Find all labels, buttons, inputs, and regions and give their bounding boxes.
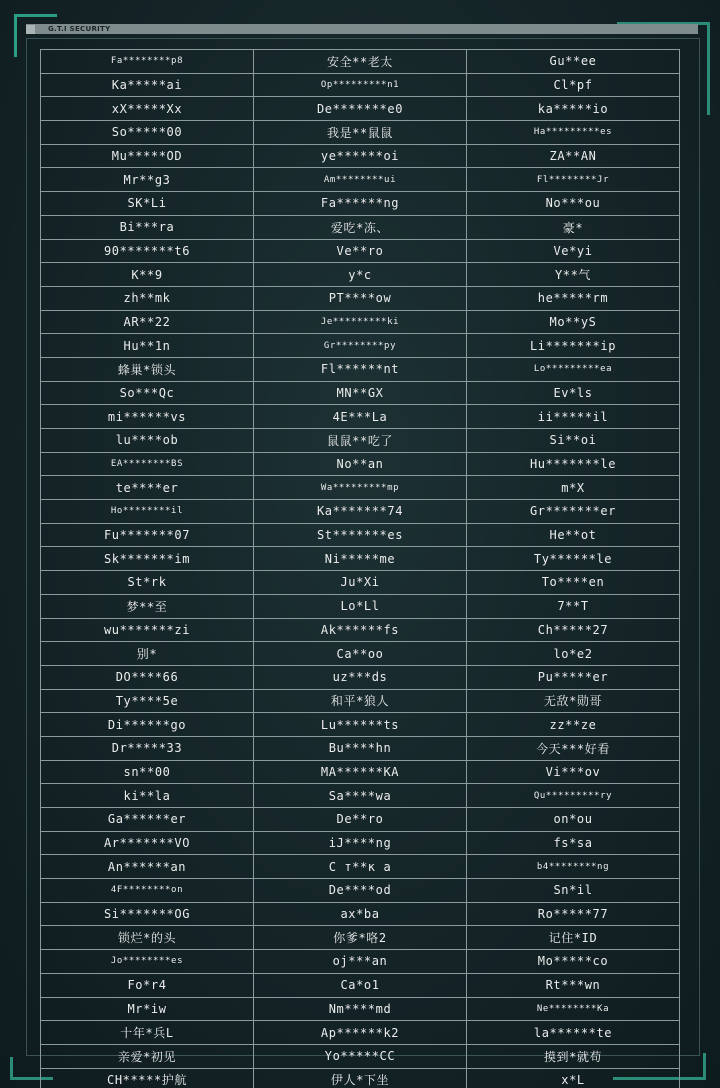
table-cell: Mr*iw <box>41 997 254 1021</box>
table-cell: Ev*ls <box>467 381 680 405</box>
table-row <box>41 571 680 595</box>
table-cell: ax*ba <box>254 902 467 926</box>
table-row <box>41 121 680 145</box>
player-name-table <box>40 49 680 1088</box>
table-cell: He**ot <box>467 523 680 547</box>
table-cell: Si*******OG <box>41 902 254 926</box>
table-cell: Sa****wa <box>254 784 467 808</box>
table-cell: Mu*****OD <box>41 144 254 168</box>
table-cell: Ar*******VO <box>41 831 254 855</box>
table-cell: uz***ds <box>254 665 467 689</box>
table-cell: 我是**鼠鼠 <box>254 121 467 145</box>
table-cell: 7**T <box>467 594 680 618</box>
table-row <box>41 784 680 808</box>
table-row <box>41 429 680 453</box>
table-cell: Ga******er <box>41 808 254 832</box>
table-cell: Fa******ng <box>254 192 467 216</box>
table-cell: С т**к а <box>254 855 467 879</box>
table-cell: Qu*********ry <box>467 784 680 808</box>
table-cell: Ni*****me <box>254 547 467 571</box>
table-cell: Nm****md <box>254 997 467 1021</box>
table-row <box>41 500 680 524</box>
table-cell: An******an <box>41 855 254 879</box>
table-cell: Si**oi <box>467 429 680 453</box>
table-row <box>41 263 680 287</box>
table-cell: lu****ob <box>41 429 254 453</box>
table-cell: ZA**AN <box>467 144 680 168</box>
table-cell: Rt***wn <box>467 973 680 997</box>
table-row <box>41 879 680 903</box>
table-cell: Di******go <box>41 713 254 737</box>
table-cell: DO****66 <box>41 665 254 689</box>
table-cell: Lo*Ll <box>254 594 467 618</box>
table-row <box>41 997 680 1021</box>
table-cell: wu*******zi <box>41 618 254 642</box>
table-cell: Bi***ra <box>41 215 254 239</box>
table-cell: MN**GX <box>254 381 467 405</box>
table-cell: Li*******ip <box>467 334 680 358</box>
table-cell: he*****rm <box>467 286 680 310</box>
header-title: G.T.I SECURITY <box>48 25 111 33</box>
table-cell: EA********BS <box>41 452 254 476</box>
table-cell: Ca*o1 <box>254 973 467 997</box>
table-cell: 摸到*就苟 <box>467 1044 680 1068</box>
table-cell: ka*****io <box>467 97 680 121</box>
table-cell: Y**气 <box>467 263 680 287</box>
table-row <box>41 168 680 192</box>
table-cell: CH*****护航 <box>41 1068 254 1088</box>
table-cell: 4E***La <box>254 405 467 429</box>
table-cell: Ka*****ai <box>41 73 254 97</box>
table-cell: Ne********Ka <box>467 997 680 1021</box>
table-cell: Ve*yi <box>467 239 680 263</box>
table-cell: 亲爱*初见 <box>41 1044 254 1068</box>
table-cell: Cl*pf <box>467 73 680 97</box>
table-row <box>41 618 680 642</box>
table-cell: 安全**老太 <box>254 50 467 74</box>
header-square-icon <box>26 25 35 34</box>
table-row <box>41 50 680 74</box>
table-cell: Yo*****CC <box>254 1044 467 1068</box>
table-row <box>41 381 680 405</box>
table-cell: Jo********es <box>41 950 254 974</box>
table-cell: MA******KA <box>254 760 467 784</box>
header-bar <box>26 24 698 34</box>
table-row <box>41 73 680 97</box>
table-row <box>41 310 680 334</box>
table-cell: m*X <box>467 476 680 500</box>
table-row <box>41 902 680 926</box>
table-cell: Hu*******le <box>467 452 680 476</box>
table-cell: De****od <box>254 879 467 903</box>
table-cell: No**an <box>254 452 467 476</box>
table-row <box>41 405 680 429</box>
table-cell: Hu**1n <box>41 334 254 358</box>
table-cell: AR**22 <box>41 310 254 334</box>
table-row <box>41 215 680 239</box>
table-cell: Sn*il <box>467 879 680 903</box>
table-cell: xX*****Xx <box>41 97 254 121</box>
table-cell: b4********ng <box>467 855 680 879</box>
table-cell: Ho********il <box>41 500 254 524</box>
table-cell: 你爹*咯2 <box>254 926 467 950</box>
table-cell: So*****00 <box>41 121 254 145</box>
table-cell: Ju*Xi <box>254 571 467 595</box>
table-cell: Ca**oo <box>254 642 467 666</box>
table-cell: Fu*******07 <box>41 523 254 547</box>
table-cell: ii*****il <box>467 405 680 429</box>
table-cell: De*******e0 <box>254 97 467 121</box>
table-row <box>41 926 680 950</box>
table-cell: Ha*********es <box>467 121 680 145</box>
table-cell: K**9 <box>41 263 254 287</box>
table-cell: Ak******fs <box>254 618 467 642</box>
table-cell: Dr*****33 <box>41 736 254 760</box>
table-cell: ye******oi <box>254 144 467 168</box>
table-cell: Ty******le <box>467 547 680 571</box>
table-row <box>41 476 680 500</box>
table-row <box>41 192 680 216</box>
table-cell: Mr**g3 <box>41 168 254 192</box>
table-cell: 今天***好看 <box>467 736 680 760</box>
table-cell: Lo*********ea <box>467 357 680 381</box>
table-cell: Bu****hn <box>254 736 467 760</box>
table-row <box>41 1044 680 1068</box>
table-cell: zz**ze <box>467 713 680 737</box>
table-cell: fs*sa <box>467 831 680 855</box>
table-cell: Fl******nt <box>254 357 467 381</box>
table-row <box>41 831 680 855</box>
table-cell: Mo**yS <box>467 310 680 334</box>
table-row <box>41 334 680 358</box>
table-cell: la******te <box>467 1021 680 1045</box>
table-cell: 伊人*下坐 <box>254 1068 467 1088</box>
table-row <box>41 1068 680 1088</box>
table-cell: Mo*****co <box>467 950 680 974</box>
table-cell: Ve**ro <box>254 239 467 263</box>
table-cell: Wa*********mp <box>254 476 467 500</box>
table-cell: Ty****5e <box>41 689 254 713</box>
table-cell: 豪* <box>467 215 680 239</box>
table-cell: 锁烂*的头 <box>41 926 254 950</box>
table-row <box>41 97 680 121</box>
table-cell: iJ****ng <box>254 831 467 855</box>
table-cell: Ro*****77 <box>467 902 680 926</box>
table-cell: PT****ow <box>254 286 467 310</box>
table-cell: Fo*r4 <box>41 973 254 997</box>
table-cell: SK*Li <box>41 192 254 216</box>
table-cell: Je*********ki <box>254 310 467 334</box>
table-cell: lo*e2 <box>467 642 680 666</box>
table-cell: Fl********Jr <box>467 168 680 192</box>
table-cell: 4F********on <box>41 879 254 903</box>
table-cell: 鼠鼠**吃了 <box>254 429 467 453</box>
table-cell: oj***an <box>254 950 467 974</box>
table-cell: Gr********py <box>254 334 467 358</box>
table-cell: Ch*****27 <box>467 618 680 642</box>
table-cell: St*rk <box>41 571 254 595</box>
table-cell: Gr*******er <box>467 500 680 524</box>
table-cell: St*******es <box>254 523 467 547</box>
table-row <box>41 523 680 547</box>
table-row <box>41 286 680 310</box>
table-cell: 和平*狼人 <box>254 689 467 713</box>
table-row <box>41 144 680 168</box>
table-row <box>41 1021 680 1045</box>
table-cell: 爱吃*冻、 <box>254 215 467 239</box>
table-cell: De**ro <box>254 808 467 832</box>
table-cell: te****er <box>41 476 254 500</box>
table-cell: Am********ui <box>254 168 467 192</box>
table-cell: Fa********p8 <box>41 50 254 74</box>
table-cell: 十年*兵L <box>41 1021 254 1045</box>
table-cell: ki**la <box>41 784 254 808</box>
table-cell: 蜂巢*锁头 <box>41 357 254 381</box>
table-cell: sn**00 <box>41 760 254 784</box>
table-row <box>41 642 680 666</box>
table-cell: To****en <box>467 571 680 595</box>
table-row <box>41 950 680 974</box>
table-row <box>41 239 680 263</box>
table-row <box>41 547 680 571</box>
table-row <box>41 973 680 997</box>
table-cell: 别* <box>41 642 254 666</box>
table-row <box>41 689 680 713</box>
table-row <box>41 808 680 832</box>
table-row <box>41 760 680 784</box>
table-row <box>41 855 680 879</box>
table-cell: No***ou <box>467 192 680 216</box>
table-cell: Lu******ts <box>254 713 467 737</box>
table-cell: Pu*****er <box>467 665 680 689</box>
table-cell: y*c <box>254 263 467 287</box>
table-row <box>41 713 680 737</box>
table-cell: mi******vs <box>41 405 254 429</box>
table-row <box>41 594 680 618</box>
table-row <box>41 736 680 760</box>
table-cell: Ka*******74 <box>254 500 467 524</box>
table-row <box>41 357 680 381</box>
table-cell: 梦**至 <box>41 594 254 618</box>
table-cell: Ap******k2 <box>254 1021 467 1045</box>
table-row <box>41 665 680 689</box>
table-cell: Op*********n1 <box>254 73 467 97</box>
table-cell: Gu**ee <box>467 50 680 74</box>
table-cell: on*ou <box>467 808 680 832</box>
table-cell: zh**mk <box>41 286 254 310</box>
table-cell: Vi***ov <box>467 760 680 784</box>
table-cell: 记住*ID <box>467 926 680 950</box>
table-cell: 无敌*勋哥 <box>467 689 680 713</box>
table-cell: x*L <box>467 1068 680 1088</box>
table-cell: So***Qc <box>41 381 254 405</box>
table-cell: Sk*******im <box>41 547 254 571</box>
table-row <box>41 452 680 476</box>
table-cell: 90*******t6 <box>41 239 254 263</box>
